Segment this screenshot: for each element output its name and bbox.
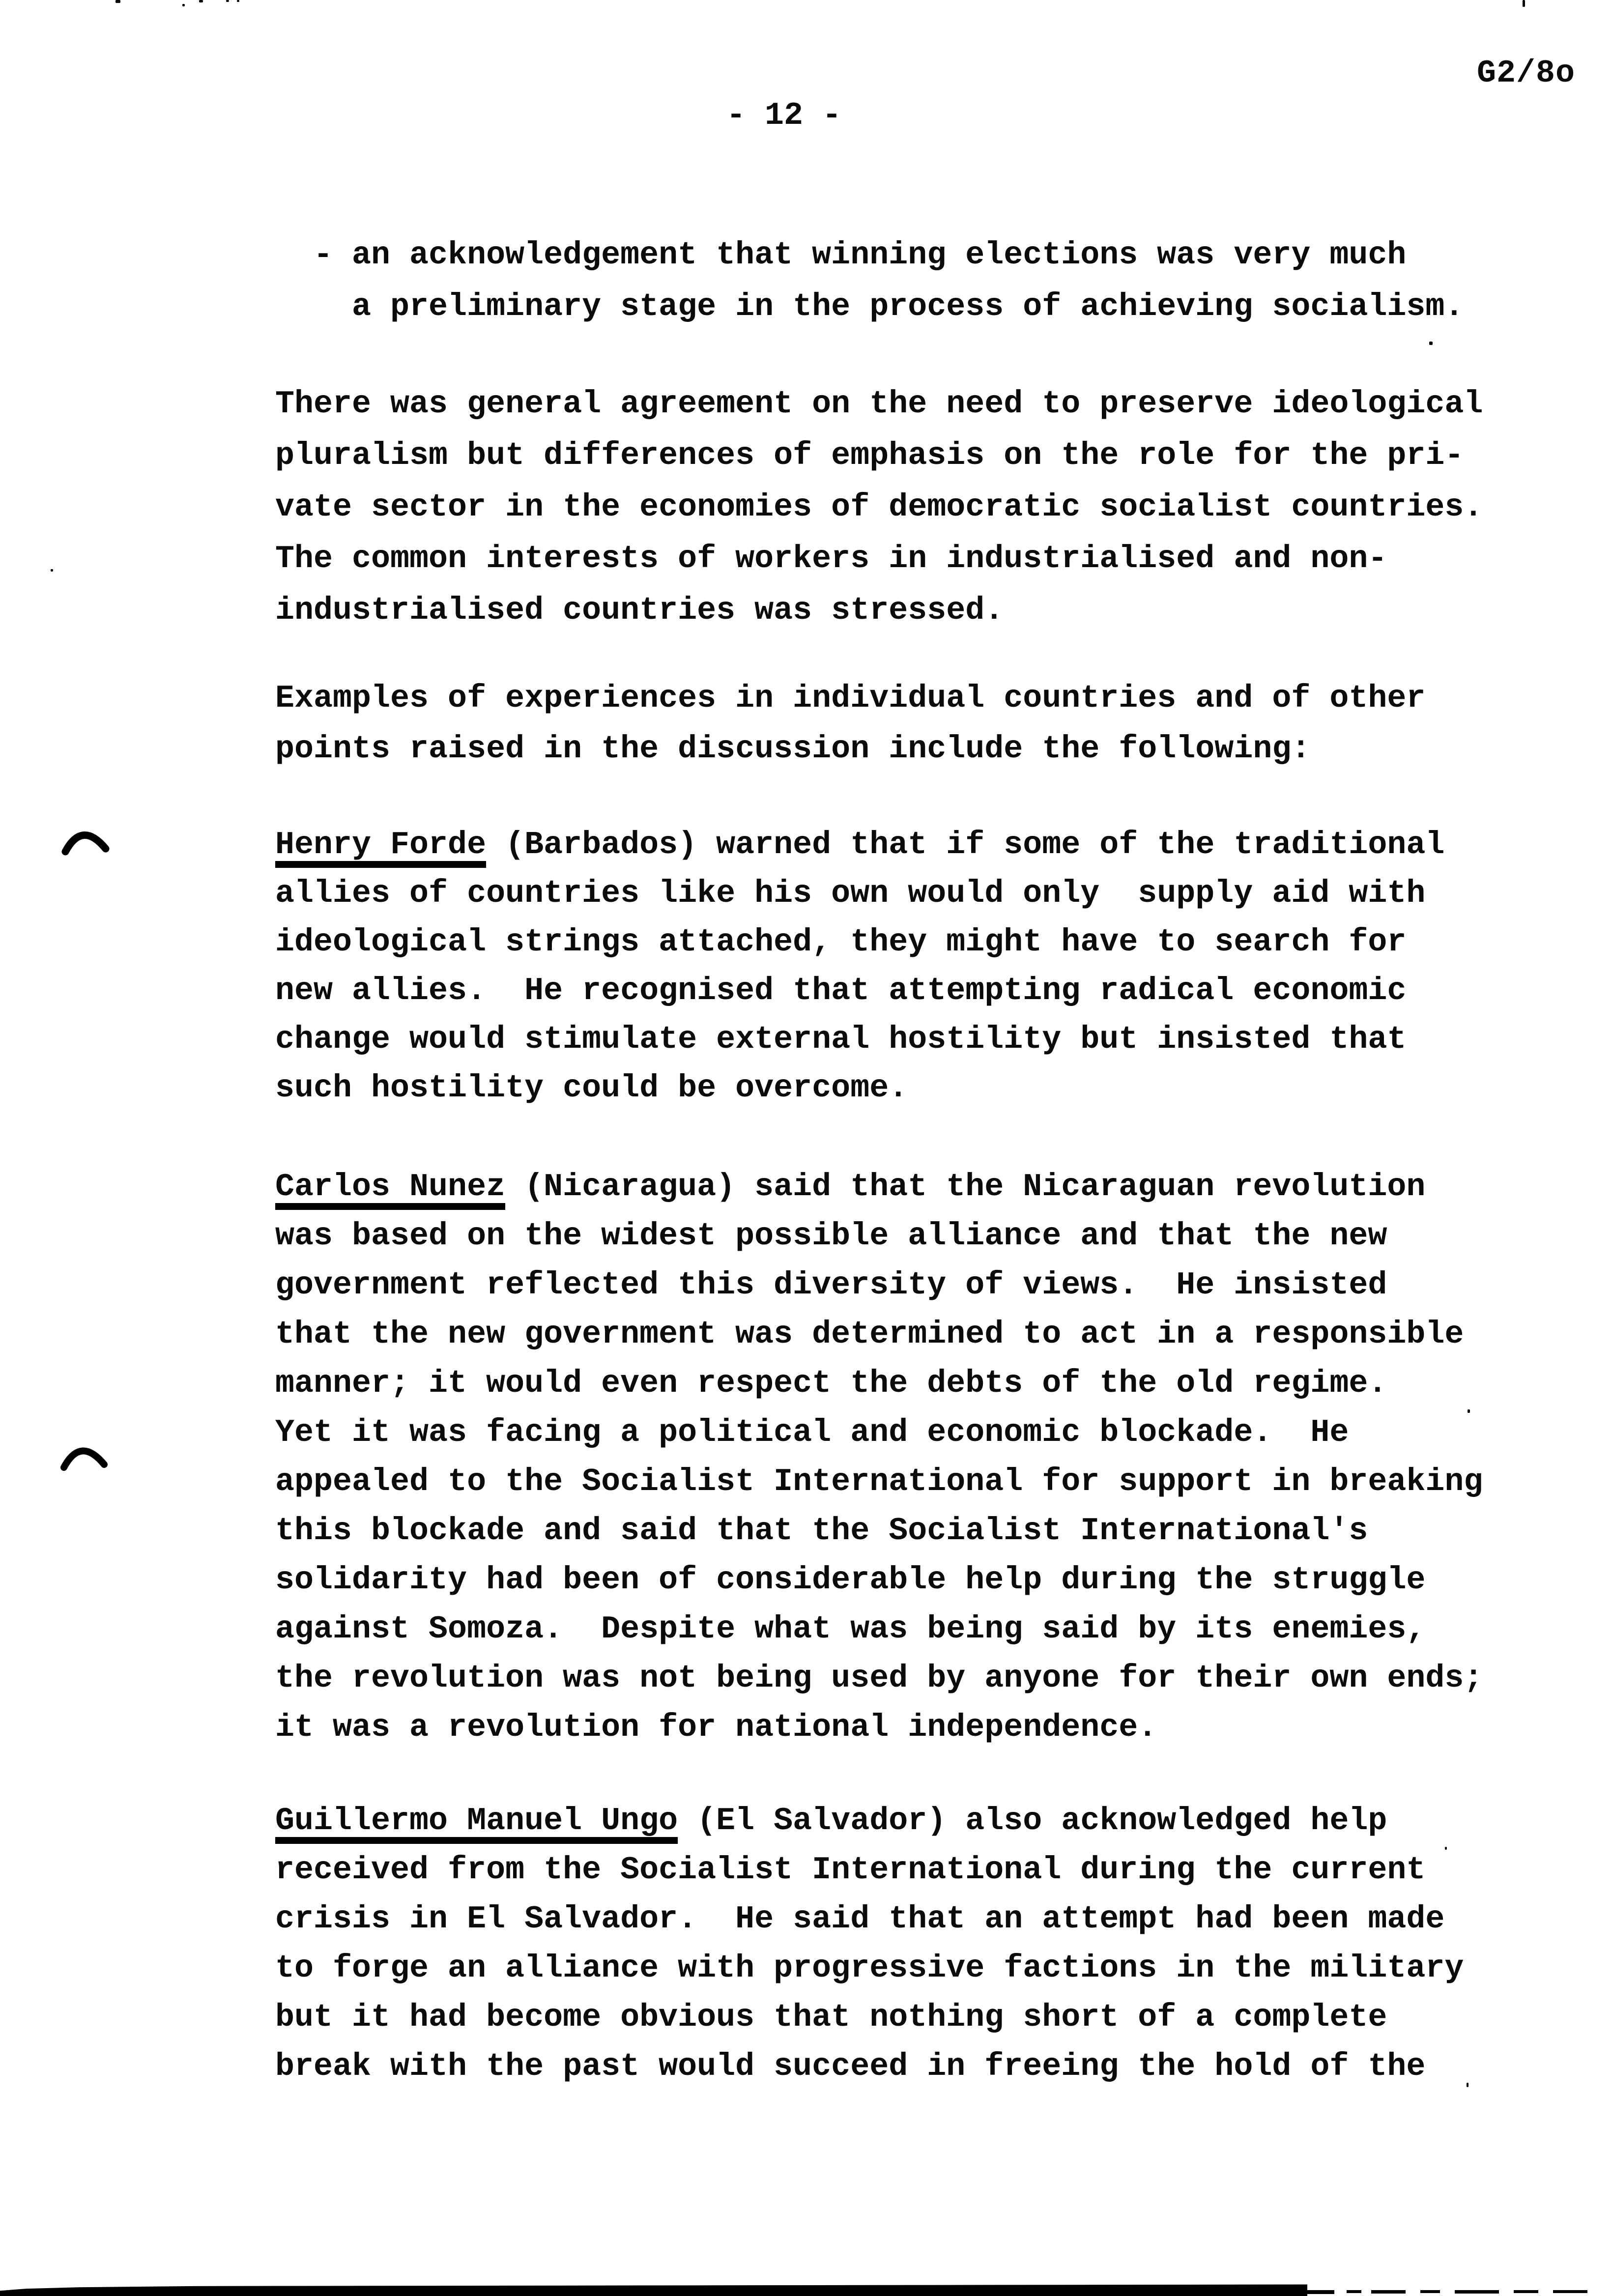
scan-speck [1523, 0, 1525, 7]
text-line: The common interests of workers in industrialised and non- [275, 541, 1387, 577]
text-line: industrialised countries was stressed. [275, 592, 1004, 629]
text-line: points raised in the discussion include the following: [275, 731, 1311, 767]
text-line: to forge an alliance with progressive factions in the military [275, 1950, 1464, 1986]
paragraph-examples-intro [275, 673, 1425, 775]
paragraph-acknowledgement [275, 230, 1464, 333]
text-line: against Somoza. Despite what was being said by its enemies, [275, 1611, 1426, 1647]
text-line: Carlos Nunez (Nicaragua) said that the Nicaraguan revolution [275, 1169, 1426, 1205]
text-line: allies of countries like his own would only supply aid with [275, 875, 1426, 912]
speaker-name: Carlos Nunez [275, 1169, 506, 1205]
text-line: Examples of experiences in individual countries and of other [275, 680, 1426, 717]
text-line: such hostility could be overcome. [275, 1070, 908, 1106]
paragraph-guillermo-ungo [275, 1796, 1464, 2091]
scan-speck [199, 0, 203, 2]
text-line: government reflected this diversity of views. He insisted [275, 1267, 1387, 1303]
text-line: received from the Socialist International during the current [275, 1852, 1426, 1888]
margin-arc-annotation-icon [60, 1439, 109, 1473]
text-line: Yet it was facing a political and economic blockade. He [275, 1414, 1349, 1451]
paragraph-henry-forde [275, 821, 1444, 1113]
speaker-name: Henry Forde [275, 827, 487, 863]
scan-speck [1467, 2083, 1468, 2087]
paragraph-carlos-nunez [275, 1162, 1483, 1752]
text-line: that the new government was determined to act in a responsible [275, 1316, 1464, 1352]
text-line: Henry Forde (Barbados) warned that if some of the traditional [275, 827, 1445, 863]
scan-bottom-edge-dashes [1307, 2290, 1612, 2296]
text-line: this blockade and said that the Socialist International's [275, 1513, 1368, 1549]
text-line: break with the past would succeed in freeing the hold of the [275, 2048, 1426, 2085]
margin-arc-annotation-icon [61, 823, 111, 858]
text-line: solidarity had been of considerable help during the struggle [275, 1562, 1426, 1598]
text-line: appealed to the Socialist International for support in breaking [275, 1464, 1483, 1500]
text-line: ideological strings attached, they might have to search for [275, 924, 1407, 960]
scan-speck [1429, 342, 1433, 345]
text-line: a preliminary stage in the process of achieving socialism. [275, 288, 1464, 325]
scan-speck [237, 0, 239, 2]
scan-speck [51, 569, 53, 572]
text-line: crisis in El Salvador. He said that an attempt had been made [275, 1901, 1445, 1937]
page-number: - 12 - [726, 97, 842, 134]
text-line: it was a revolution for national independence. [275, 1709, 1157, 1746]
paragraph-ideological-pluralism [275, 378, 1483, 636]
text-line: but it had become obvious that nothing short of a complete [275, 1999, 1387, 2036]
text-line: manner; it would even respect the debts of the old regime. [275, 1365, 1387, 1402]
scan-speck [1445, 1847, 1447, 1850]
scan-speck [226, 0, 229, 2]
text-line: pluralism but differences of emphasis on the role for the pri- [275, 437, 1464, 474]
speaker-name: Guillermo Manuel Ungo [275, 1803, 678, 1839]
text-line: the revolution was not being used by anyone for their own ends; [275, 1660, 1483, 1696]
text-line: There was general agreement on the need to preserve ideological [275, 386, 1483, 422]
text-line: new allies. He recognised that attempting radical economic [275, 973, 1407, 1009]
scan-speck [182, 4, 185, 6]
text-line: was based on the widest possible alliance and that the new [275, 1218, 1387, 1254]
text-line: change would stimulate external hostility but insisted that [275, 1021, 1407, 1058]
doc-reference: G2/8o [1477, 55, 1576, 91]
text-line: Guillermo Manuel Ungo (El Salvador) also acknowledged help [275, 1803, 1387, 1839]
text-line: vate sector in the economies of democratic socialist countries. [275, 489, 1483, 525]
scan-speck [115, 0, 120, 3]
scan-speck [1468, 1409, 1470, 1413]
text-line: - an acknowledgement that winning elections was very much [275, 237, 1407, 273]
